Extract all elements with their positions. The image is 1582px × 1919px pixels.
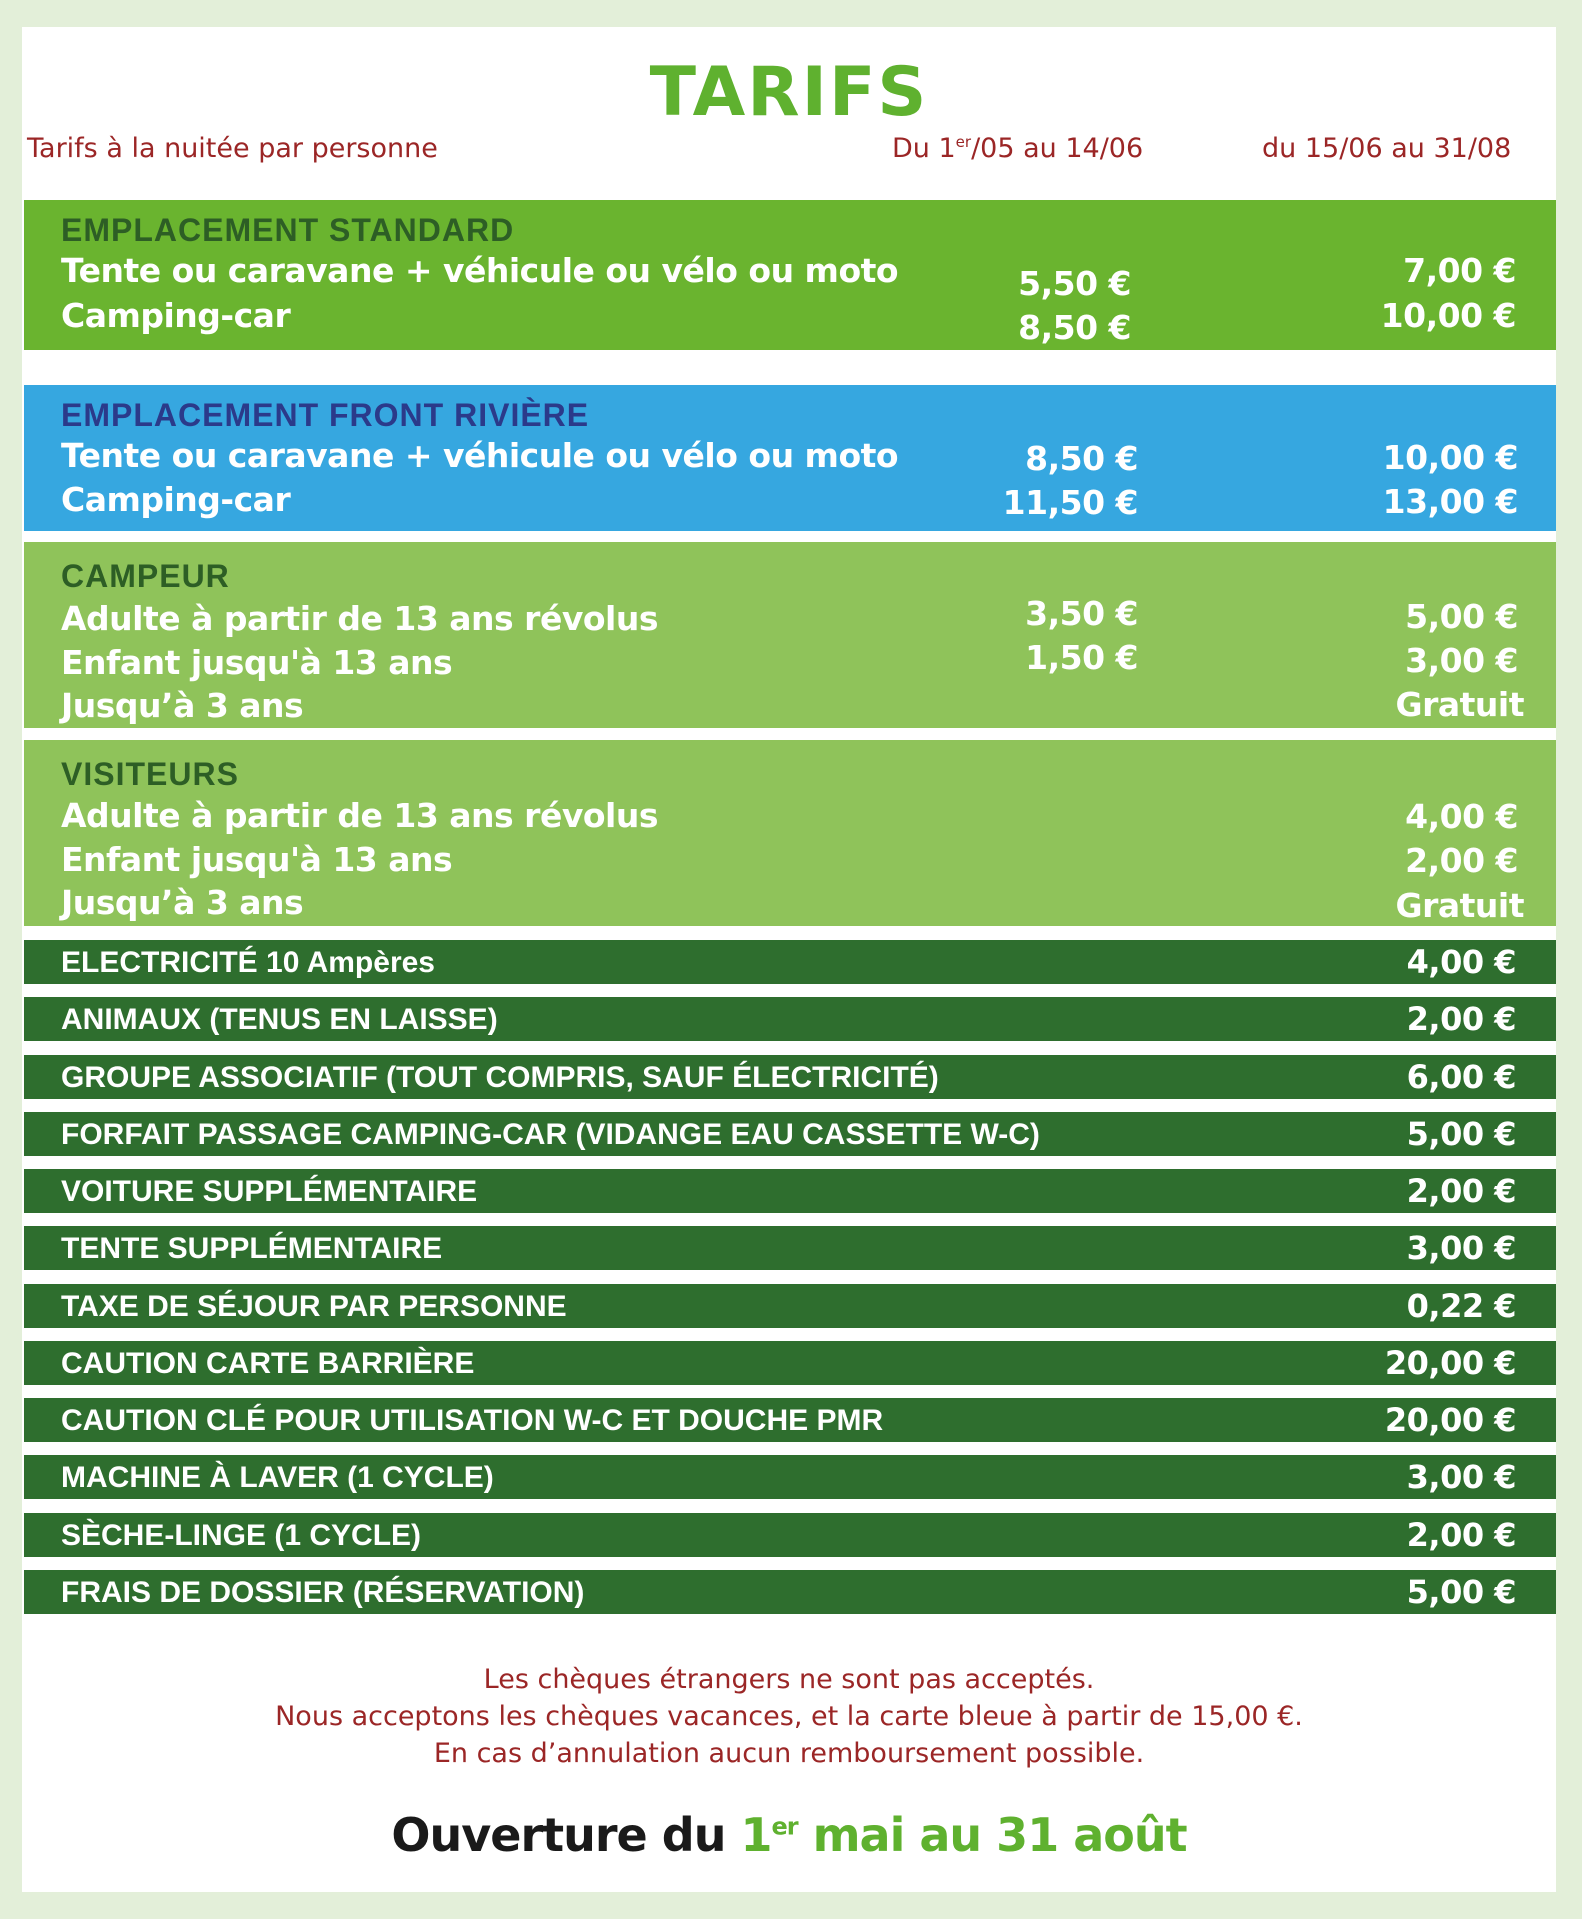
extra-row — [24, 1226, 1556, 1270]
row-label: Adulte à partir de 13 ans révolus — [61, 599, 658, 638]
extra-row — [24, 1398, 1556, 1442]
section-emplacement-riviere — [24, 385, 1556, 531]
tariff-sheet — [22, 27, 1556, 1892]
price-period2: 4,00 € — [1405, 797, 1518, 836]
period1-header — [892, 135, 1143, 162]
price-period2: 10,00 € — [1380, 296, 1516, 335]
row-label: Jusqu’à 3 ans — [61, 883, 304, 922]
opening-rest: mai au 31 août — [812, 1808, 1187, 1862]
extra-value: 2,00 € — [1406, 1172, 1516, 1210]
extra-label: MACHINE À LAVER (1 CYCLE) — [61, 1461, 494, 1494]
extra-label: SÈCHE-LINGE (1 CYCLE) — [61, 1519, 422, 1552]
extra-value: 20,00 € — [1384, 1344, 1516, 1382]
page-title: TARIFS — [649, 53, 929, 132]
extra-label: FRAIS DE DOSSIER (RÉSERVATION) — [61, 1576, 585, 1609]
section-title: VISITEURS — [61, 756, 239, 792]
row-label: Tente ou caravane + véhicule ou vélo ou moto — [61, 251, 899, 290]
price-period1: 8,50 € — [1025, 439, 1138, 478]
extra-value: 3,00 € — [1406, 1458, 1516, 1496]
row-label: Tente ou caravane + véhicule ou vélo ou moto — [61, 436, 899, 475]
price-period1: 1,50 € — [1025, 638, 1138, 677]
section-title: EMPLACEMENT STANDARD — [61, 212, 515, 248]
row-label: Jusqu’à 3 ans — [61, 686, 304, 725]
extra-value: 6,00 € — [1406, 1058, 1516, 1096]
per-night-caption: Tarifs à la nuitée par personne — [27, 133, 438, 164]
note-line: Nous acceptons les chèques vacances, et la carte bleue à partir de 15,00 €. — [275, 1701, 1303, 1732]
row-label: Camping-car — [61, 480, 291, 519]
opening-date — [740, 1808, 1186, 1862]
price-period2: Gratuit — [1395, 886, 1524, 925]
price-period2: Gratuit — [1395, 685, 1524, 724]
extra-row — [24, 997, 1556, 1041]
extra-row — [24, 1169, 1556, 1213]
row-label: Camping-car — [61, 296, 291, 335]
extra-row — [24, 1055, 1556, 1099]
extra-value: 5,00 € — [1406, 1573, 1516, 1611]
price-period1: 5,50 € — [1018, 264, 1131, 303]
price-period1: 3,50 € — [1025, 594, 1138, 633]
price-period2: 2,00 € — [1405, 841, 1518, 880]
extra-value: 20,00 € — [1384, 1401, 1516, 1439]
extra-label: VOITURE SUPPLÉMENTAIRE — [61, 1175, 478, 1208]
payment-notes — [22, 1661, 1556, 1772]
extra-row — [24, 1570, 1556, 1614]
row-label: Adulte à partir de 13 ans révolus — [61, 796, 658, 835]
section-title: EMPLACEMENT FRONT RIVIÈRE — [61, 397, 590, 433]
opening-sup: er — [771, 1812, 798, 1841]
extra-label: GROUPE ASSOCIATIF (TOUT COMPRIS, SAUF ÉLECTRICITÉ) — [61, 1061, 939, 1094]
period1-suffix: /05 au 14/06 — [971, 133, 1144, 164]
opening-period — [22, 1808, 1556, 1862]
section-title: CAMPEUR — [61, 558, 230, 594]
opening-prefix: Ouverture du — [391, 1808, 726, 1862]
extra-value: 3,00 € — [1406, 1229, 1516, 1267]
extra-value: 0,22 € — [1406, 1287, 1516, 1325]
opening-day: 1 — [740, 1808, 772, 1862]
section-campeur — [24, 542, 1556, 728]
extra-value: 4,00 € — [1406, 943, 1516, 981]
period1-sup: er — [955, 133, 972, 151]
extra-row — [24, 1341, 1556, 1385]
period1-prefix: Du 1 — [892, 133, 956, 164]
price-period2: 13,00 € — [1382, 482, 1518, 521]
extra-label: TENTE SUPPLÉMENTAIRE — [61, 1232, 443, 1265]
period2-header: du 15/06 au 31/08 — [1262, 133, 1512, 164]
extra-label: ANIMAUX (TENUS EN LAISSE) — [61, 1003, 498, 1036]
extra-label: CAUTION CARTE BARRIÈRE — [61, 1347, 475, 1380]
extra-row — [24, 1284, 1556, 1328]
row-label: Enfant jusqu'à 13 ans — [61, 840, 453, 879]
extra-label: FORFAIT PASSAGE CAMPING-CAR (VIDANGE EAU CASSETTE W-C) — [61, 1118, 1040, 1151]
price-period2: 5,00 € — [1405, 597, 1518, 636]
price-period1: 11,50 € — [1002, 483, 1138, 522]
price-period2: 7,00 € — [1403, 251, 1516, 290]
note-line: En cas d’annulation aucun remboursement possible. — [433, 1738, 1145, 1769]
section-emplacement-standard — [24, 200, 1556, 350]
row-label: Enfant jusqu'à 13 ans — [61, 643, 453, 682]
extra-label: CAUTION CLÉ POUR UTILISATION W-C ET DOUCHE PMR — [61, 1404, 884, 1437]
note-line: Les chèques étrangers ne sont pas acceptés. — [483, 1664, 1095, 1695]
extra-value: 5,00 € — [1406, 1115, 1516, 1153]
extra-label: TAXE DE SÉJOUR PAR PERSONNE — [61, 1290, 567, 1323]
price-period1: 8,50 € — [1018, 308, 1131, 347]
extra-row — [24, 940, 1556, 984]
extra-row — [24, 1455, 1556, 1499]
extra-value: 2,00 € — [1406, 1000, 1516, 1038]
extra-row — [24, 1112, 1556, 1156]
price-period2: 10,00 € — [1382, 438, 1518, 477]
extra-row — [24, 1513, 1556, 1557]
extra-value: 2,00 € — [1406, 1516, 1516, 1554]
price-period2: 3,00 € — [1405, 641, 1518, 680]
section-visiteurs — [24, 740, 1556, 926]
extra-label: ELECTRICITÉ 10 Ampères — [61, 946, 435, 979]
